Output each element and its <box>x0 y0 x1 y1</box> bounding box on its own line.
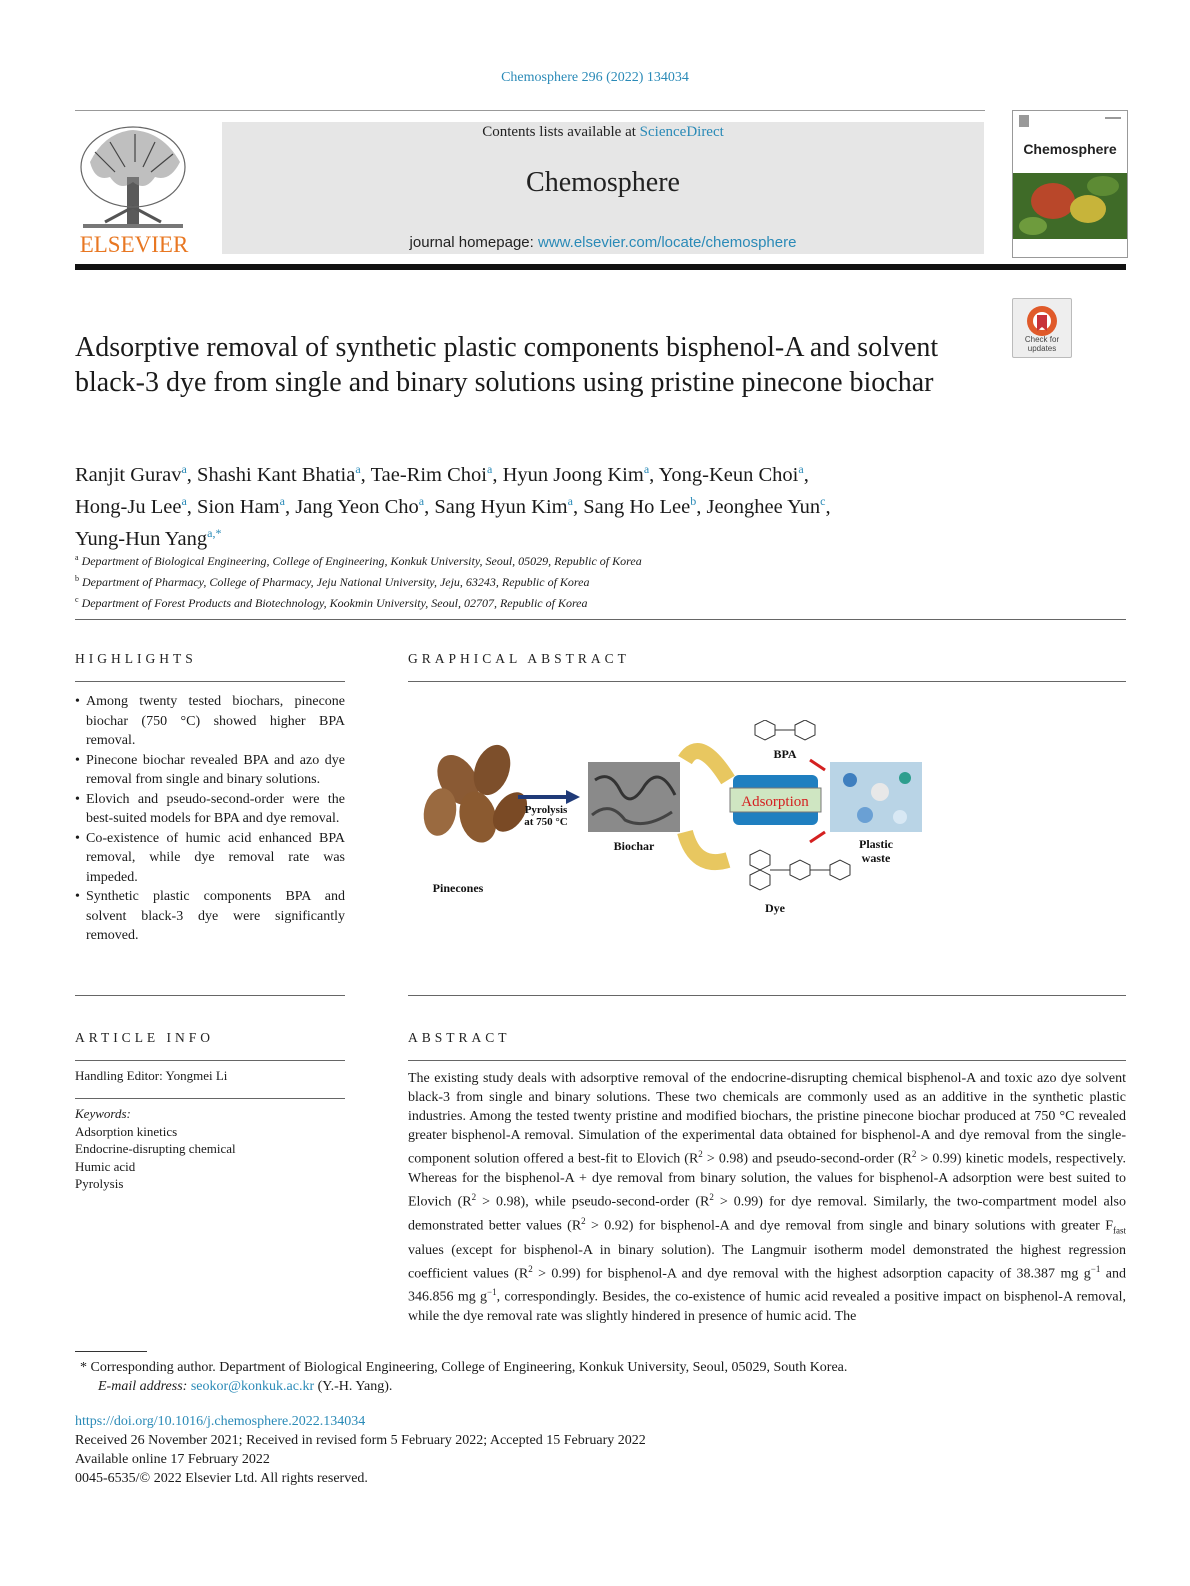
biochar-label: Biochar <box>613 839 655 853</box>
header-rule <box>75 110 985 111</box>
superscript: 2 <box>911 1149 917 1160</box>
homepage-prefix: journal homepage: <box>409 234 534 251</box>
affiliation-mark[interactable]: a <box>181 462 187 476</box>
author-name[interactable]: Sion Ham <box>197 495 280 518</box>
superscript: −1 <box>487 1287 497 1298</box>
affiliation-text: Department of Biological Engineering, College of Engineering, Konkuk University, Seoul, 05029, Republic of Korea <box>81 554 642 568</box>
footnote <box>80 1358 1120 1396</box>
affiliation-item <box>75 591 975 612</box>
affiliation-mark[interactable]: c <box>820 493 826 508</box>
graphical-abstract-svg <box>410 720 950 945</box>
affiliation-item <box>75 549 975 570</box>
homepage-link[interactable]: www.elsevier.com/locate/chemosphere <box>537 234 797 251</box>
bpa-label: BPA <box>773 747 797 761</box>
keyword-item: Pyrolysis <box>75 1176 124 1191</box>
highlight-item: • Pinecone biochar revealed BPA and azo dye removal from single and binary solutions. <box>75 751 345 790</box>
highlight-item: • Elovich and pseudo-second-order were the best-suited models for BPA and dye removal. <box>75 790 345 829</box>
superscript: −1 <box>1090 1263 1101 1274</box>
pinecones-label: Pinecones <box>432 881 484 895</box>
affiliation-mark[interactable]: b <box>690 493 697 508</box>
journal-name: Chemosphere <box>526 167 680 198</box>
journal-cover[interactable] <box>1012 110 1128 258</box>
pyrolysis-label-2: at 750 °C <box>524 816 568 828</box>
abstract-segment: values (except for bisphenol-A in binary solution). The Langmuir isotherm model demonstrated the highest regression coefficient values (R <box>408 1242 1126 1282</box>
affiliation-letter: b <box>75 574 79 583</box>
abstract-segment: > 0.99) for bisphenol-A and dye removal with the highest adsorption capacity of 38.387 mg g <box>532 1266 1091 1282</box>
affiliation-text: Department of Pharmacy, College of Pharmacy, Jeju National University, Jeju, 63243, Republic of Korea <box>82 575 590 589</box>
superscript: 2 <box>581 1215 586 1226</box>
highlights-rule <box>75 681 345 682</box>
affiliation-mark[interactable]: a <box>279 493 285 508</box>
author-name[interactable]: Hyun Joong Kim <box>502 463 644 486</box>
subscript: fast <box>1113 1225 1126 1236</box>
author-name[interactable]: Yung-Hun Yang <box>75 527 208 550</box>
abstract-heading: ABSTRACT <box>408 1030 511 1045</box>
author-name[interactable]: Sang Hyun Kim <box>434 495 568 518</box>
graphical-abstract-rule <box>408 681 1126 682</box>
author-list: Ranjit Gurav$^a$, Shashi Kant Bhatia$^a$, Tae-Rim Choi$^a$, Hyun Joong Kim$^a$, Yong-Keun Choi$^a$, Hong-Ju Lee$^a$, Sion Ham$^a$, Jang Yeon Cho$^a$, Sang Hyun Kim$^a$, Sang Ho Lee$^b$, Jeonghee Yun$^c$, Yung-Hun Yang$^{a,*}$ <box>75 462 831 550</box>
abstract-rule <box>408 1060 1126 1061</box>
author-name[interactable]: Yong-Keun Choi <box>658 463 799 486</box>
affiliation-mark[interactable]: a <box>418 493 425 508</box>
abstract-segment: > 0.98) and pseudo-second-order (R <box>702 1152 912 1168</box>
abstract-segment: > 0.99) for dye removal. Similarly, the two-compartment model also demonstrated better values (R <box>408 1194 1127 1234</box>
superscript: 2 <box>698 1149 703 1160</box>
abstract-text <box>408 1069 1126 1326</box>
abstract-segment: > 0.92) for bisphenol-A and dye removal from single and binary solutions with greater F <box>585 1218 1113 1234</box>
affiliation-mark[interactable]: a <box>643 462 650 476</box>
author-name[interactable]: Shashi Kant Bhatia <box>197 463 356 486</box>
author-name[interactable]: Tae-Rim Choi <box>370 463 487 486</box>
keywords-title: Keywords: <box>75 1106 131 1121</box>
journal-banner <box>222 122 984 254</box>
article-title: Adsorptive removal of synthetic plastic components bisphenol-A and solvent black-3 dye from single and binary solutions using pristine pinecone biochar <box>75 332 939 398</box>
copyright: 0045-6535/© 2022 Elsevier Ltd. All rights reserved. <box>75 1471 368 1486</box>
article-info-rule <box>75 1060 345 1061</box>
superscript: 2 <box>709 1192 714 1203</box>
article-info-heading: ARTICLE INFO <box>75 1030 215 1045</box>
curved-arrow-bottom-icon <box>685 832 728 862</box>
section-divider <box>75 619 1126 620</box>
graphical-abstract-end-rule <box>408 995 1126 996</box>
keywords-list <box>75 1123 236 1193</box>
elsevier-wordmark: ELSEVIER <box>79 232 189 257</box>
abstract-segment: The existing study deals with adsorptive removal of the endocrine-disrupting chemical bisphenol-A and toxic azo dye solvent black-3 from single and binary solutions. These two chemicals are commonly used as an additive in the synthetic plastic industries. Among the tested twenty pristine and modified biochars, the pristine pinecone biochar produced at 750 °C revealed greater bisphenol-A removal. Simulation of the experimental data obtained for bisphenol-A and dye removal from the single-component solution offered a best-fit to Elovich (R <box>408 1071 1126 1168</box>
affiliation-mark[interactable]: a,* <box>207 525 222 540</box>
abstract-segment: > 0.99) kinetic models, respectively. Whereas for the bisphenol-A + dye removal from binary solution, the values for bisphenol-A adsorption were best suited to Elovich (R <box>408 1152 1127 1210</box>
email-label: E-mail address: <box>98 1379 188 1394</box>
affiliation-letter: a <box>75 553 79 562</box>
affiliation-mark[interactable]: a <box>798 462 804 476</box>
author-name[interactable]: Ranjit Gurav <box>75 463 182 486</box>
highlight-item: • Among twenty tested biochars, pinecone biochar (750 °C) showed higher BPA removal. <box>75 692 345 751</box>
affiliation-list <box>75 549 975 612</box>
adsorption-label: Adsorption <box>741 794 809 810</box>
cover-title: Chemosphere <box>1023 141 1117 157</box>
doi-link[interactable]: https://doi.org/10.1016/j.chemosphere.2022.134034 <box>75 1414 366 1429</box>
author-name[interactable]: Sang Ho Lee <box>583 495 691 518</box>
cover-image-icon <box>1013 111 1127 257</box>
keyword-item: Humic acid <box>75 1158 136 1174</box>
superscript: 2 <box>528 1263 533 1274</box>
highlight-item: • Synthetic plastic components BPA and solvent black-3 dye were significantly removed. <box>75 887 345 946</box>
plastic-label-2: waste <box>861 851 891 865</box>
affiliation-mark[interactable]: a <box>567 493 573 508</box>
affiliation-letter: c <box>75 595 79 604</box>
highlights-heading: HIGHLIGHTS <box>75 651 197 666</box>
contents-available <box>222 124 984 141</box>
received-dates: Received 26 November 2021; Received in revised form 5 February 2022; Accepted 15 February 2022 <box>75 1433 646 1448</box>
keywords-rule <box>75 1098 345 1099</box>
curved-arrow-top-icon <box>685 751 728 780</box>
elsevier-tree-icon <box>75 122 193 258</box>
dye-structure-icon <box>750 850 850 890</box>
affiliation-mark[interactable]: a <box>355 462 361 476</box>
abstract-segment: and 346.856 mg g <box>408 1266 1126 1306</box>
author-name[interactable]: Hong-Ju Lee <box>75 495 182 518</box>
handling-editor: Handling Editor: Yongmei Li <box>75 1068 228 1083</box>
email-line <box>80 1377 1120 1396</box>
affiliation-text: Department of Forest Products and Biotechnology, Kookmin University, Seoul, 02707, Republic of Korea <box>81 596 588 610</box>
bpa-structure-icon <box>755 720 815 740</box>
plastic-label-1: Plastic <box>859 837 893 851</box>
highlights-list <box>75 692 345 946</box>
email-link[interactable]: seokor@konkuk.ac.kr <box>190 1379 315 1394</box>
sciencedirect-link[interactable]: ScienceDirect <box>639 124 724 140</box>
graphical-abstract-heading: GRAPHICAL ABSTRACT <box>408 651 630 666</box>
affiliation-mark[interactable]: a <box>181 493 187 508</box>
red-arrow-down-icon <box>810 832 825 842</box>
abstract-segment: , correspondingly. Besides, the co-existence of humic acid revealed a positive impact on bisphenol-A removal, while the dye removal rate was slightly hindered in presence of humic acid. The <box>408 1290 1126 1325</box>
check-updates-label: Check for updates <box>1024 335 1060 353</box>
pinecones-image <box>420 740 534 847</box>
email-suffix: (Y.-H. Yang). <box>317 1379 393 1394</box>
affiliation-mark[interactable]: a <box>487 462 493 476</box>
author-name[interactable]: Jeonghee Yun <box>706 495 821 518</box>
check-for-updates-button[interactable] <box>1012 298 1072 358</box>
publication-info <box>75 1412 646 1488</box>
journal-citation[interactable]: Chemosphere 296 (2022) 134034 <box>501 70 689 85</box>
dye-label: Dye <box>765 901 785 915</box>
available-online: Available online 17 February 2022 <box>75 1452 270 1467</box>
header-thick-rule <box>75 264 1126 270</box>
red-arrow-up-icon <box>810 760 825 770</box>
elsevier-logo <box>75 122 193 258</box>
superscript: 2 <box>471 1192 477 1203</box>
keyword-item: Endocrine-disrupting chemical <box>75 1141 236 1156</box>
keyword-item: Adsorption kinetics <box>75 1123 178 1139</box>
corresponding-author: * Corresponding author. Department of Biological Engineering, College of Engineering, Konkuk University, Seoul, 05029, South Korea. <box>80 1360 848 1375</box>
keywords-block <box>75 1105 236 1193</box>
journal-homepage <box>222 234 984 251</box>
arrowhead-icon <box>566 790 580 804</box>
graphical-abstract-figure <box>410 720 950 945</box>
author-name[interactable]: Jang Yeon Cho <box>295 495 419 518</box>
pyrolysis-label-1: Pyrolysis <box>524 804 568 816</box>
abstract-segment: > 0.98), while pseudo-second-order (R <box>476 1194 710 1210</box>
footnote-rule <box>75 1351 147 1352</box>
highlights-end-rule <box>75 995 345 996</box>
affiliation-item <box>75 570 975 591</box>
highlight-item: • Co-existence of humic acid enhanced BPA removal, while dye removal rate was impeded. <box>75 829 345 888</box>
contents-prefix: Contents lists available at <box>482 124 636 140</box>
